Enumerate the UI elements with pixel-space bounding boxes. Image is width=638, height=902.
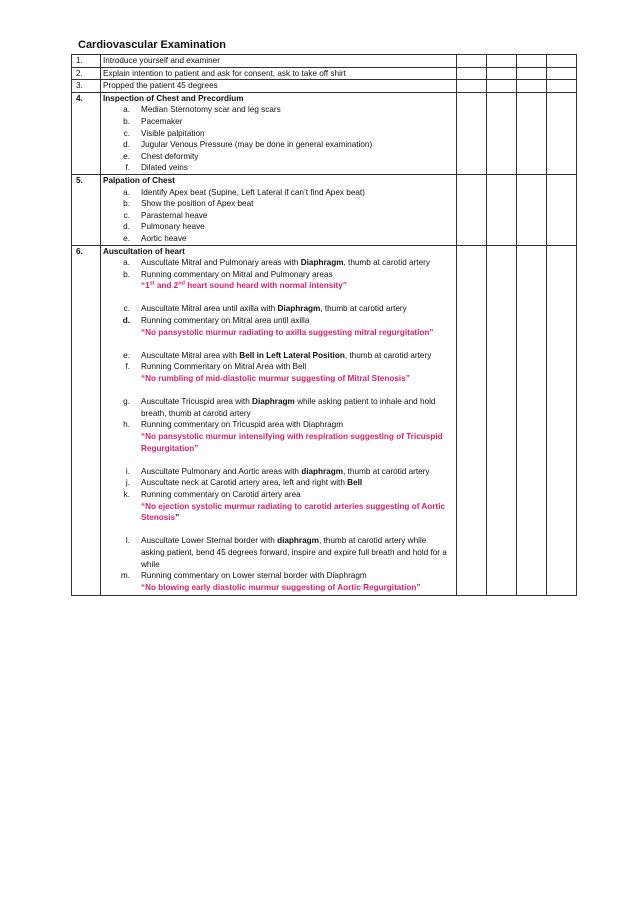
text-segment: Running commentary on Mitral area until axilla bbox=[141, 316, 310, 326]
item-text bbox=[141, 257, 456, 269]
check-cell[interactable] bbox=[517, 92, 547, 174]
item-letter: h. bbox=[123, 420, 130, 430]
row-number: 3. bbox=[72, 80, 101, 93]
item-letter: e. bbox=[123, 350, 130, 360]
table-row bbox=[72, 80, 577, 93]
item-text: Dilated veins bbox=[141, 163, 188, 173]
text-segment: Running commentary on Carotid artery area bbox=[141, 489, 301, 499]
list-item bbox=[103, 570, 456, 593]
text-segment: , thumb at carotid artery bbox=[343, 466, 430, 476]
check-cell[interactable] bbox=[517, 174, 547, 245]
item-text bbox=[141, 570, 456, 593]
page-title: Cardiovascular Examination bbox=[78, 39, 226, 51]
row-number: 6. bbox=[72, 245, 101, 596]
item-text bbox=[141, 315, 456, 338]
quote-end: ” bbox=[175, 513, 180, 523]
item-letter: m. bbox=[120, 571, 130, 581]
list-item bbox=[103, 489, 456, 524]
item-text bbox=[141, 466, 456, 478]
item-text: Pulmonary heave bbox=[141, 222, 205, 232]
row-number: 5. bbox=[72, 174, 101, 245]
commentary-quote: “No pansystolic murmur radiating to axilla suggesting mitral regurgitation” bbox=[141, 327, 434, 337]
list-item bbox=[103, 303, 456, 315]
text-segment: Running commentary on Mitral and Pulmonary areas bbox=[141, 269, 333, 279]
list-item bbox=[103, 162, 456, 174]
check-cell[interactable] bbox=[457, 55, 487, 68]
item-letter: i. bbox=[125, 466, 130, 476]
item-text: Median Sternotomy scar and leg scars bbox=[141, 105, 281, 115]
table-row bbox=[72, 55, 577, 68]
list-item bbox=[103, 116, 456, 128]
list-item bbox=[103, 139, 456, 151]
text-segment: Running commentary on Lower sternal border with Diaphragm bbox=[141, 571, 367, 581]
item-text: Show the position of Apex beat bbox=[141, 199, 254, 209]
check-cell[interactable] bbox=[457, 67, 487, 80]
commentary-quote: “No ejection systolic murmur radiating to carotid arteries suggesting of Aortic Stenosis bbox=[141, 501, 446, 523]
item-text bbox=[141, 396, 456, 419]
item-text bbox=[141, 477, 456, 489]
item-letter: d. bbox=[123, 222, 130, 232]
section-inspection bbox=[101, 92, 457, 174]
list-item bbox=[103, 361, 456, 384]
table-row bbox=[72, 174, 577, 245]
item-text: Jugular Venous Pressure (may be done in general examination) bbox=[141, 140, 373, 150]
item-letter: c. bbox=[123, 210, 130, 220]
text-segment: , thumb at carotid artery while asking patient, bend 45 degrees forward, inspire and expire full breath and hold for a while bbox=[141, 536, 447, 569]
check-cell[interactable] bbox=[547, 174, 577, 245]
list-item bbox=[103, 257, 456, 269]
item-letter: d. bbox=[122, 316, 130, 326]
text-segment: Auscultate Mitral and Pulmonary areas with bbox=[141, 258, 301, 268]
text-segment: Auscultate Pulmonary and Aortic areas with bbox=[141, 466, 302, 476]
section-auscultation bbox=[101, 245, 457, 596]
item-letter: f. bbox=[125, 362, 130, 372]
item-text: Aortic heave bbox=[141, 233, 187, 243]
row-text: Propped the patient 45 degrees bbox=[101, 80, 457, 93]
item-letter: d. bbox=[123, 140, 130, 150]
item-text bbox=[141, 350, 456, 362]
item-text bbox=[141, 535, 456, 570]
row-text: Introduce yourself and examiner bbox=[101, 55, 457, 68]
text-segment: , thumb at carotid artery bbox=[320, 304, 407, 314]
check-cell[interactable] bbox=[517, 80, 547, 93]
list-item bbox=[103, 151, 456, 163]
text-segment: Running Commentary on Mitral Area with Bell bbox=[141, 362, 307, 372]
table-row bbox=[72, 67, 577, 80]
list-item bbox=[103, 269, 456, 292]
item-letter: f. bbox=[125, 163, 130, 173]
item-letter: e. bbox=[123, 233, 130, 243]
check-cell[interactable] bbox=[517, 245, 547, 596]
row-number: 2. bbox=[72, 67, 101, 80]
list-item bbox=[103, 350, 456, 362]
bold-segment: diaphragm bbox=[277, 536, 319, 546]
list-item bbox=[103, 221, 456, 233]
commentary-quote: “No blowing early diastolic murmur suggesting of Aortic Regurgitation” bbox=[141, 582, 421, 592]
list-item bbox=[103, 128, 456, 140]
bold-segment: diaphragm bbox=[301, 466, 344, 476]
item-letter: j. bbox=[125, 478, 130, 488]
bold-segment: Bell bbox=[347, 478, 363, 488]
row-number: 1. bbox=[72, 55, 101, 68]
item-text: Parasternal heave bbox=[141, 210, 208, 220]
item-letter: k. bbox=[123, 489, 130, 499]
section-title: Palpation of Chest bbox=[103, 175, 175, 185]
text-segment: Auscultate Mitral area until axilla with bbox=[141, 304, 278, 314]
item-text: Chest deformity bbox=[141, 151, 199, 161]
bold-segment: Bell in Left Lateral Position bbox=[239, 350, 345, 360]
bold-segment: Diaphragm bbox=[252, 397, 295, 407]
item-text bbox=[141, 419, 456, 454]
item-text bbox=[141, 269, 456, 292]
item-letter: g. bbox=[123, 397, 130, 407]
item-text bbox=[141, 361, 456, 384]
row-text: Explain intention to patient and ask for consent, ask to take off shirt bbox=[101, 67, 457, 80]
check-cell[interactable] bbox=[457, 80, 487, 93]
check-cell[interactable] bbox=[547, 80, 577, 93]
item-letter: e. bbox=[123, 151, 130, 161]
check-cell[interactable] bbox=[547, 55, 577, 68]
check-cell[interactable] bbox=[487, 80, 517, 93]
text-segment: while asking patient to inhale and hold breath, thumb at carotid artery bbox=[141, 397, 436, 418]
commentary-quote: “No pansystolic murmur intensifying with respiration suggesting of Tricuspid Regurgitation” bbox=[141, 432, 443, 453]
check-cell[interactable] bbox=[457, 245, 487, 596]
list-item bbox=[103, 187, 456, 199]
item-letter: l. bbox=[125, 536, 130, 546]
check-cell[interactable] bbox=[487, 174, 517, 245]
check-cell[interactable] bbox=[547, 92, 577, 174]
table-row bbox=[72, 92, 577, 174]
section-palpation bbox=[101, 174, 457, 245]
item-text bbox=[141, 489, 456, 524]
row-number: 4. bbox=[72, 92, 101, 174]
list-item bbox=[103, 210, 456, 222]
check-cell[interactable] bbox=[487, 92, 517, 174]
item-text: Pacemaker bbox=[141, 116, 183, 126]
item-letter: b. bbox=[123, 116, 130, 126]
bold-segment: Diaphragm bbox=[300, 258, 344, 268]
list-item bbox=[103, 477, 456, 489]
list-item bbox=[103, 535, 456, 570]
list-item bbox=[103, 466, 456, 478]
list-item bbox=[103, 419, 456, 454]
item-letter: b. bbox=[123, 269, 130, 279]
item-letter: a. bbox=[123, 258, 130, 268]
check-cell[interactable] bbox=[517, 55, 547, 68]
text-segment: Auscultate Mitral area with bbox=[141, 350, 240, 360]
list-item bbox=[103, 315, 456, 338]
check-cell[interactable] bbox=[547, 67, 577, 80]
check-cell[interactable] bbox=[487, 67, 517, 80]
text-segment: Running commentary on Tricuspid area with Diaphragm bbox=[141, 420, 344, 430]
commentary-quote: “1st and 2nd heart sound heard with normal intensity” bbox=[141, 280, 347, 291]
check-cell[interactable] bbox=[547, 245, 577, 596]
text-segment: Auscultate Lower Sternal border with bbox=[141, 536, 278, 546]
item-letter: a. bbox=[123, 187, 130, 197]
item-letter: c. bbox=[123, 128, 130, 138]
text-segment: Auscultate neck at Carotid artery area, left and right with bbox=[141, 478, 348, 488]
list-item bbox=[103, 104, 456, 116]
check-cell[interactable] bbox=[487, 55, 517, 68]
item-letter: a. bbox=[123, 105, 130, 115]
text-segment: Auscultate Tricuspid area with bbox=[141, 397, 253, 407]
checklist-table bbox=[71, 54, 577, 596]
check-cell[interactable] bbox=[457, 92, 487, 174]
item-letter: c. bbox=[123, 304, 130, 314]
commentary-quote: “No rumbling of mid-diastolic murmur suggesting of Mitral Stenosis” bbox=[141, 374, 410, 384]
section-title: Auscultation of heart bbox=[103, 246, 185, 256]
text-segment: , thumb at carotid artery bbox=[343, 258, 430, 268]
bold-segment: Diaphragm bbox=[277, 304, 321, 314]
check-cell[interactable] bbox=[457, 174, 487, 245]
item-text bbox=[141, 303, 456, 315]
list-item bbox=[103, 233, 456, 245]
item-text: Identify Apex beat (Supine, Left Lateral if can’t find Apex beat) bbox=[141, 187, 365, 197]
check-cell[interactable] bbox=[517, 67, 547, 80]
list-item bbox=[103, 396, 456, 419]
item-text: Visible palpitation bbox=[141, 128, 205, 138]
table-row bbox=[72, 245, 577, 596]
section-title: Inspection of Chest and Precordium bbox=[103, 93, 244, 103]
text-segment: , thumb at carotid artery bbox=[344, 350, 432, 360]
list-item bbox=[103, 198, 456, 210]
check-cell[interactable] bbox=[487, 245, 517, 596]
item-letter: b. bbox=[123, 199, 130, 209]
